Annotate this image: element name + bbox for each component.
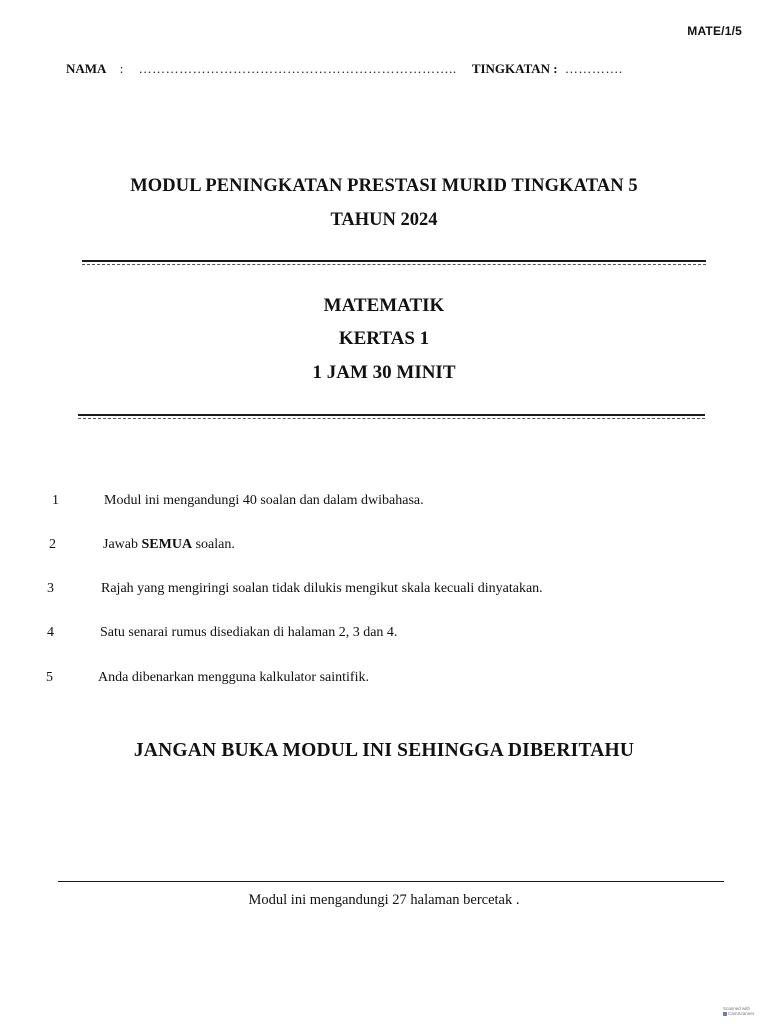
name-blank: …………………………………………………………….. bbox=[138, 61, 457, 76]
name-colon: : bbox=[119, 61, 124, 76]
instruction-emphasis: SEMUA bbox=[141, 537, 193, 552]
name-label: NAMA bbox=[66, 61, 107, 76]
instruction-text: Satu senarai rumus disediakan di halaman 2, 3 dan 4. bbox=[100, 625, 398, 640]
instruction-number: 3 bbox=[47, 581, 54, 596]
paper-number: KERTAS 1 bbox=[338, 328, 430, 349]
form-blank: …………. bbox=[564, 61, 623, 76]
instruction-number: 2 bbox=[49, 537, 56, 552]
warning-notice: JANGAN BUKA MODUL INI SEHINGGA DIBERITAHU bbox=[133, 740, 635, 761]
camscanner-logo-icon bbox=[723, 1012, 727, 1016]
divider-middle bbox=[78, 414, 705, 416]
instruction-text: Rajah yang mengiringi soalan tidak dilukis mengikut skala kecuali dinyatakan. bbox=[101, 581, 543, 596]
instruction-number: 4 bbox=[47, 625, 54, 640]
instruction-item bbox=[52, 493, 712, 513]
instruction-text: Modul ini mengandungi 40 soalan dan dalam dwibahasa. bbox=[104, 493, 424, 508]
page-count-note: Modul ini mengandungi 27 halaman bercetak . bbox=[248, 892, 520, 908]
subject-name: MATEMATIK bbox=[323, 295, 445, 316]
divider-top bbox=[82, 260, 706, 262]
instruction-item bbox=[49, 537, 709, 557]
instruction-text-start: Jawab bbox=[103, 537, 142, 552]
student-info-row bbox=[66, 61, 726, 77]
module-year: TAHUN 2024 bbox=[330, 210, 438, 230]
divider-top-shadow bbox=[82, 264, 706, 265]
instruction-text-end: soalan. bbox=[192, 537, 235, 552]
instruction-item bbox=[46, 670, 706, 690]
instruction-text: Anda dibenarkan mengguna kalkulator saintifik. bbox=[98, 670, 369, 685]
module-title: MODUL PENINGKATAN PRESTASI MURID TINGKATAN 5 bbox=[130, 176, 638, 196]
instruction-number: 1 bbox=[52, 493, 59, 508]
scanner-watermark-line1: Scanned with bbox=[723, 1006, 751, 1011]
exam-duration: 1 JAM 30 MINIT bbox=[312, 362, 456, 383]
scanner-watermark-line2: CamScanner bbox=[728, 1011, 755, 1016]
instruction-text bbox=[103, 537, 235, 553]
instruction-number: 5 bbox=[46, 670, 53, 685]
divider-middle-shadow bbox=[78, 418, 705, 419]
paper-code: MATE/1/5 bbox=[687, 24, 742, 38]
form-label: TINGKATAN : bbox=[471, 61, 558, 76]
instruction-item bbox=[47, 581, 727, 601]
divider-bottom bbox=[58, 881, 724, 882]
instruction-item bbox=[47, 625, 707, 645]
scanner-watermark bbox=[723, 1006, 759, 1020]
